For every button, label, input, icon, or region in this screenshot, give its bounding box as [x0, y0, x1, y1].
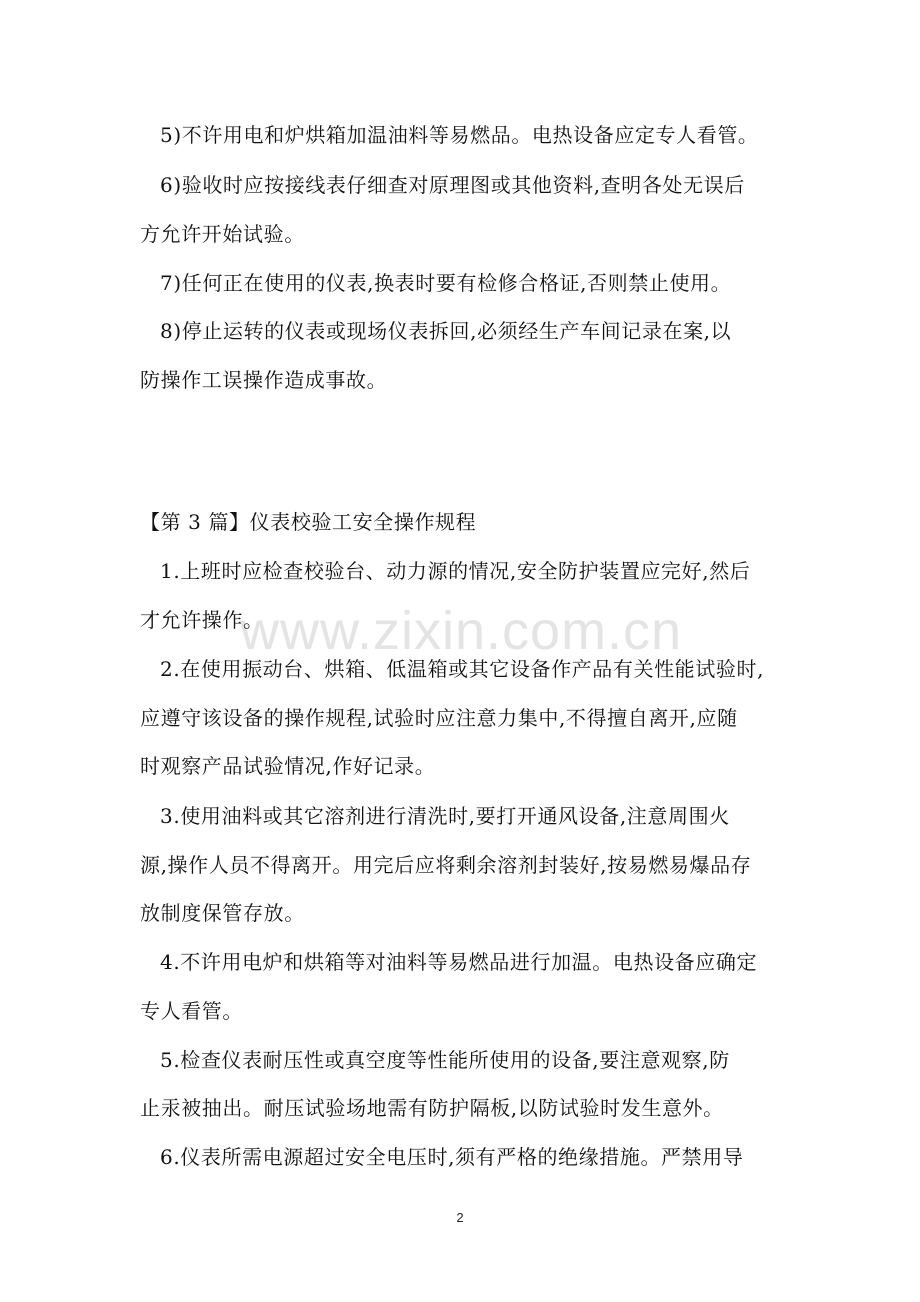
watermark: www.zixin.com.cn: [240, 601, 683, 661]
document-page: www.zixin.com.cn 5)不许用电和炉烘箱加温油料等易燃品。电热设备应定专人看管。 6)验收时应按接线表仔细查对原理图或其他资料,查明各处无误后 方允许开始试验。 7)任何正在使用的仪表,换表时要有检修合格证,否则禁止使用。 8)停止运转的仪表或现场仪表拆回,必须经生产车间记录在案,以 防操作工误操作造成事故。 【第 3 篇】仪表校验工安全操作规程 1.上班时应检查校验台、动力源的情况,安全防护装置应完好,然后 才允许操作。 2.在使用振动台、烘箱、低温箱或其它设备作产品有关性能试验时, 应遵守该设备的操作规程,试验时应注意力集中,不得擅自离开,应随 时观察产品试验情况,作好记录。 3.使用油料或其它溶剂进行清洗时,要打开通风设备,注意周围火 源,操作人员不得离开。用完后应将剩余溶剂封装好,按易燃易爆品存 放制度保管存放。 4.不许用电炉和烘箱等对油料等易燃品进行加温。电热设备应确定 专人看管。 5.检查仪表耐压性或真空度等性能所使用的设备,要注意观察,防 止汞被抽出。耐压试验场地需有防护隔板,以防试验时发生意外。 6.仪表所需电源超过安全电压时,须有严格的绝缘措施。严禁用导 2: [0, 0, 920, 1302]
page-number: 2: [456, 1210, 464, 1225]
